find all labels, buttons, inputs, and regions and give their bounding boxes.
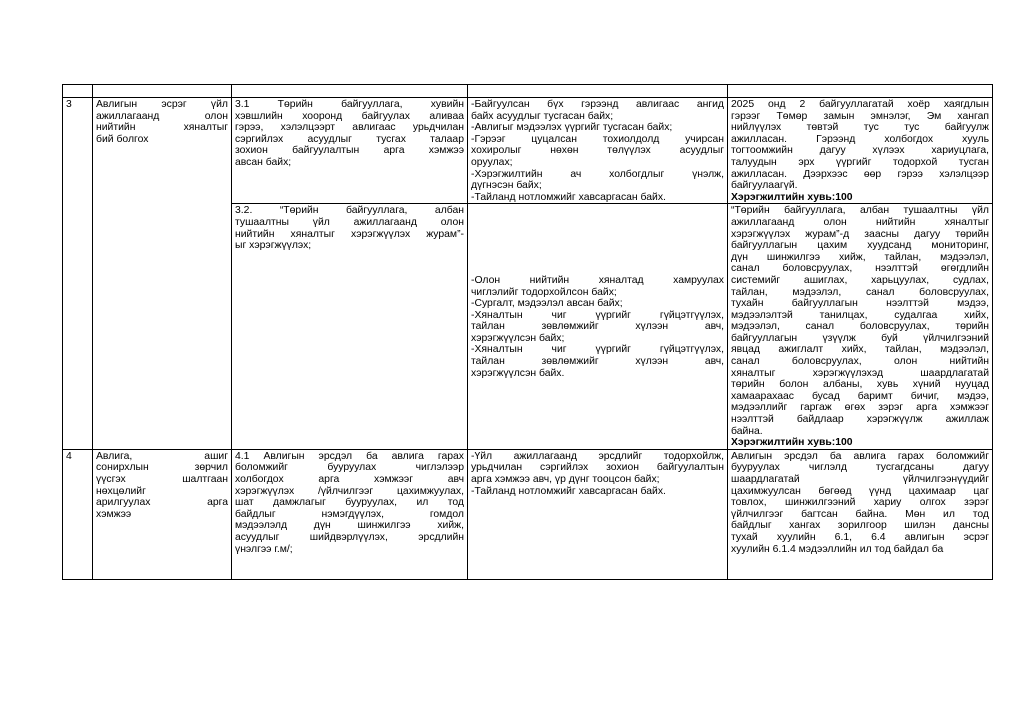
text-line: тайлан зөвлөмжийг хүлээн авч, bbox=[471, 321, 724, 333]
header-cell bbox=[728, 85, 993, 98]
text-line: Авлигын эсрэг үйл bbox=[96, 99, 228, 110]
text-line: оруулах; bbox=[471, 156, 513, 168]
text-line: хэрэгжүүлэх /үйлчилгээг цахимжуулах, bbox=[235, 485, 464, 497]
criteria-cell bbox=[468, 204, 728, 449]
text-line: 4.1 Авлигын эрсдэл ба авлига гарах bbox=[235, 450, 464, 462]
text-line: тайлан зөвлөмжийг хүлээн авч, bbox=[471, 356, 724, 368]
header-cell bbox=[468, 85, 728, 98]
text-line: ажилласан. Дээрхээс өөр гэрээ хэлэлцээр bbox=[731, 168, 989, 180]
text-line: чиглэлийг тодорхойлсон байх; bbox=[471, 286, 617, 298]
text-line: хамаарахаас бусад баримт бичиг, мэдээ, bbox=[731, 390, 989, 402]
report-cell bbox=[728, 449, 993, 579]
text-line: авсан байх; bbox=[235, 156, 292, 168]
text-line: дүгнэсэн байх; bbox=[471, 180, 542, 192]
text-line: байгуулаагүй. bbox=[731, 180, 798, 192]
table-row bbox=[63, 449, 993, 579]
task-cell bbox=[232, 449, 468, 579]
text-line: санал боловсруулах, олон нийтийн bbox=[731, 356, 989, 368]
text-line: хэрэгжүүлсэн байх; bbox=[471, 332, 565, 344]
completion-rate: Хэрэгжилтийн хувь:100 bbox=[731, 191, 853, 203]
text-line: Авлигын эрсдэл ба авлига гарах боломжийг bbox=[731, 450, 989, 462]
text-line: байдлыг нэмэгдүүлэх, гомдол bbox=[235, 508, 464, 520]
report-cell bbox=[728, 204, 993, 449]
text-line: зохион байгуулалтын арга хэмжээ bbox=[235, 145, 464, 157]
text-line: нээлттэй байдлаар хэрэгжүүлж ажиллаж bbox=[731, 414, 989, 426]
text-line: тухайн байгууллагын нээлттэй мэдээ, bbox=[731, 298, 989, 310]
text-line: хэмжээ bbox=[96, 508, 132, 520]
text-line: тушаалтны үйл ажиллагаанд олон bbox=[235, 216, 464, 228]
table-header-row bbox=[63, 85, 993, 98]
report-table bbox=[62, 84, 993, 580]
text-line: төрийн болон албаны, хувь хүний нууцад bbox=[731, 379, 989, 391]
text-line: 3.1 Төрийн байгууллага, хувийн bbox=[235, 99, 464, 110]
text-line: шаардлагатай үйлчилгээнүүдийг bbox=[731, 474, 989, 485]
text-line: байгууллагын цахим хуудсанд мониторинг, bbox=[731, 240, 989, 252]
text-line: Авлига, ашиг bbox=[96, 450, 228, 462]
text-line: хэрэгжүүлэх журам”-д заасны дагуу төрийн bbox=[731, 228, 989, 240]
text-line: хяналтыг хэрэгжүүлэхэд шаардлагатай bbox=[731, 367, 989, 379]
text-line: хохиролыг нөхөн төлүүлэх асуудлыг bbox=[471, 145, 724, 157]
report-text bbox=[731, 99, 989, 192]
text-line: хэрэгжүүлсэн байх. bbox=[471, 367, 565, 379]
text-line: байх асуудлыг тусгасан байх; bbox=[471, 110, 614, 122]
text-line: -Тайланд нотломжийг хавсаргасан байх. bbox=[471, 485, 666, 497]
text-line: системийг ашиглах, харьцуулах, судлах, bbox=[731, 274, 989, 286]
text-line: санал боловсруулах, нээлттэй өгөгдлийн bbox=[731, 263, 989, 275]
text-line: боломжийг бууруулах чиглэлээр bbox=[235, 462, 464, 474]
text-line: үнэлгээ г.м/; bbox=[235, 543, 293, 555]
text-line: ажиллагаанд олон bbox=[96, 110, 228, 122]
text-line: асуудлыг шийдвэрлүүлэх, эрсдлийн bbox=[235, 531, 464, 543]
text-line: сэргийлэх асуудлыг тусгах талаар bbox=[235, 133, 464, 145]
text-line: “Төрийн байгууллага, албан тушаалтны үйл bbox=[731, 205, 989, 217]
completion-rate: Хэрэгжилтийн хувь:100 bbox=[731, 437, 853, 449]
goal-cell bbox=[93, 98, 232, 450]
goal-cell bbox=[93, 449, 232, 579]
task-cell bbox=[232, 98, 468, 204]
text-line: ажилласан. Гэрээнд холбогдох хууль bbox=[731, 133, 989, 145]
text-line: 3.2. “Төрийн байгууллага, албан bbox=[235, 205, 464, 217]
text-line: сонирхлын зөрчил bbox=[96, 462, 228, 474]
text-line: гэрээ, хэлэлцээрт авлигаас урьдчилан bbox=[235, 122, 464, 134]
text-line: -Тайланд нотломжийг хавсаргасан байх. bbox=[471, 191, 666, 203]
text-line: -Хяналтын чиг үүргийг гүйцэтгүүлэх, bbox=[471, 309, 724, 321]
text-line: бий болгох bbox=[96, 133, 149, 145]
text-line: байдлыг хангах зорилгоор шилэн дансны bbox=[731, 520, 989, 532]
text-line: -Хяналтын чиг үүргийг гүйцэтгүүлэх, bbox=[471, 344, 724, 356]
text-line: хуулийн 6.1.4 мэдээллийн ил тод байдал ба bbox=[731, 543, 944, 555]
text-line: бууруулах чиглэлд тусгагдсаны дагуу bbox=[731, 462, 989, 474]
text-line: гэрээг Төмөр замын эмнэлэг, Эм хангап bbox=[731, 110, 989, 122]
text-line: -Үйл ажиллагаанд эрсдлийг тодорхойлж, bbox=[471, 450, 724, 462]
text-line: нөхцөлийг bbox=[96, 485, 146, 497]
header-cell bbox=[232, 85, 468, 98]
text-line: нийлүүлэх төвтэй тус тус байгуулж bbox=[731, 122, 989, 134]
text-line: арга хэмжээ авч, үр дүнг тооцсон байх; bbox=[471, 474, 660, 485]
text-line: -Олон нийтийн хяналтад хамруулах bbox=[471, 274, 724, 286]
text-line: нийтийн хяналтыг bbox=[96, 122, 228, 134]
row-number: 4 bbox=[63, 449, 93, 579]
report-cell bbox=[728, 98, 993, 204]
task-cell bbox=[232, 204, 468, 449]
text-line: -Хэрэгжилтийн ач холбогдлыг үнэлж, bbox=[471, 168, 724, 180]
text-line: байна. bbox=[731, 425, 763, 437]
text-line: тухай хуулийн 6.1, 6.4 авлигын эсрэг bbox=[731, 531, 989, 543]
row-number: 3 bbox=[63, 98, 93, 450]
text-line: мэдээлэлтэй танилцах, судалгаа хийх, bbox=[731, 309, 989, 321]
text-line: -Сургалт, мэдээлэл авсан байх; bbox=[471, 298, 623, 310]
text-line: талуудын эрх үүргийг тодорхой тусган bbox=[731, 156, 989, 168]
text-line: үйлчилгээг багтсан байна. Мөн ил тод bbox=[731, 508, 989, 520]
text-line: нийтийн хяналтыг хэрэгжүүлэх журам”- bbox=[235, 228, 464, 240]
text-line: тогтоомжийн дагуу хүлээх хариуцлага, bbox=[731, 145, 989, 157]
text-line: мэдээлэлд дүн шинжилгээ хийж, bbox=[235, 520, 464, 532]
text-line: -Байгуулсан бүх гэрээнд авлигаас ангид bbox=[471, 99, 724, 110]
text-line: -Авлигыг мэдээлэх үүргийг тусгасан байх; bbox=[471, 122, 673, 134]
text-line: явцад ажиглалт хийх, тайлан, мэдээлэл, bbox=[731, 344, 989, 356]
text-line: 2025 онд 2 байгууллагатай хоёр хаягдлын bbox=[731, 99, 989, 110]
criteria-cell bbox=[468, 98, 728, 204]
text-line: товлох, шинжилгээний хариу олгох зэрэг bbox=[731, 497, 989, 509]
text-line: холбогдох арга хэмжээг авч bbox=[235, 474, 464, 485]
report-text bbox=[731, 205, 989, 437]
text-line: урьдчилан сэргийлэх зохион байгуулалтын bbox=[471, 462, 724, 474]
header-cell bbox=[63, 85, 93, 98]
text-line: -Гэрээг цуцалсан тохиолдолд учирсан bbox=[471, 133, 724, 145]
text-line: шат дамжлагыг бууруулах, ил тод bbox=[235, 497, 464, 509]
text-line: арилгуулах арга bbox=[96, 497, 228, 509]
text-line: дүн шинжилгээ хийж, тайлан, мэдээлэл, bbox=[731, 251, 989, 263]
text-line: байгууллагын үзүүлж буй үйлчилгээний bbox=[731, 332, 989, 344]
text-line: цахимжуулсан бөгөөд үүнд цахимаар цаг bbox=[731, 485, 989, 497]
table-row bbox=[63, 98, 993, 204]
criteria-cell bbox=[468, 449, 728, 579]
text-line: үүсгэх шалтгаан bbox=[96, 474, 228, 485]
text-line: хэвшлийн хооронд байгуулах аливаа bbox=[235, 110, 464, 122]
text-line: ыг хэрэгжүүлэх; bbox=[235, 240, 312, 252]
header-cell bbox=[93, 85, 232, 98]
text-line: тайлан, мэдээлэл, санал боловсруулах, bbox=[731, 286, 989, 298]
text-line: мэдээлэл, санал боловсруулах, төрийн bbox=[731, 321, 989, 333]
text-line: ажиллагаанд олон нийтийн хяналтыг bbox=[731, 216, 989, 228]
text-line: мэдээллийг гаргаж өгөх зэрэг арга хэмжээг bbox=[731, 402, 989, 414]
